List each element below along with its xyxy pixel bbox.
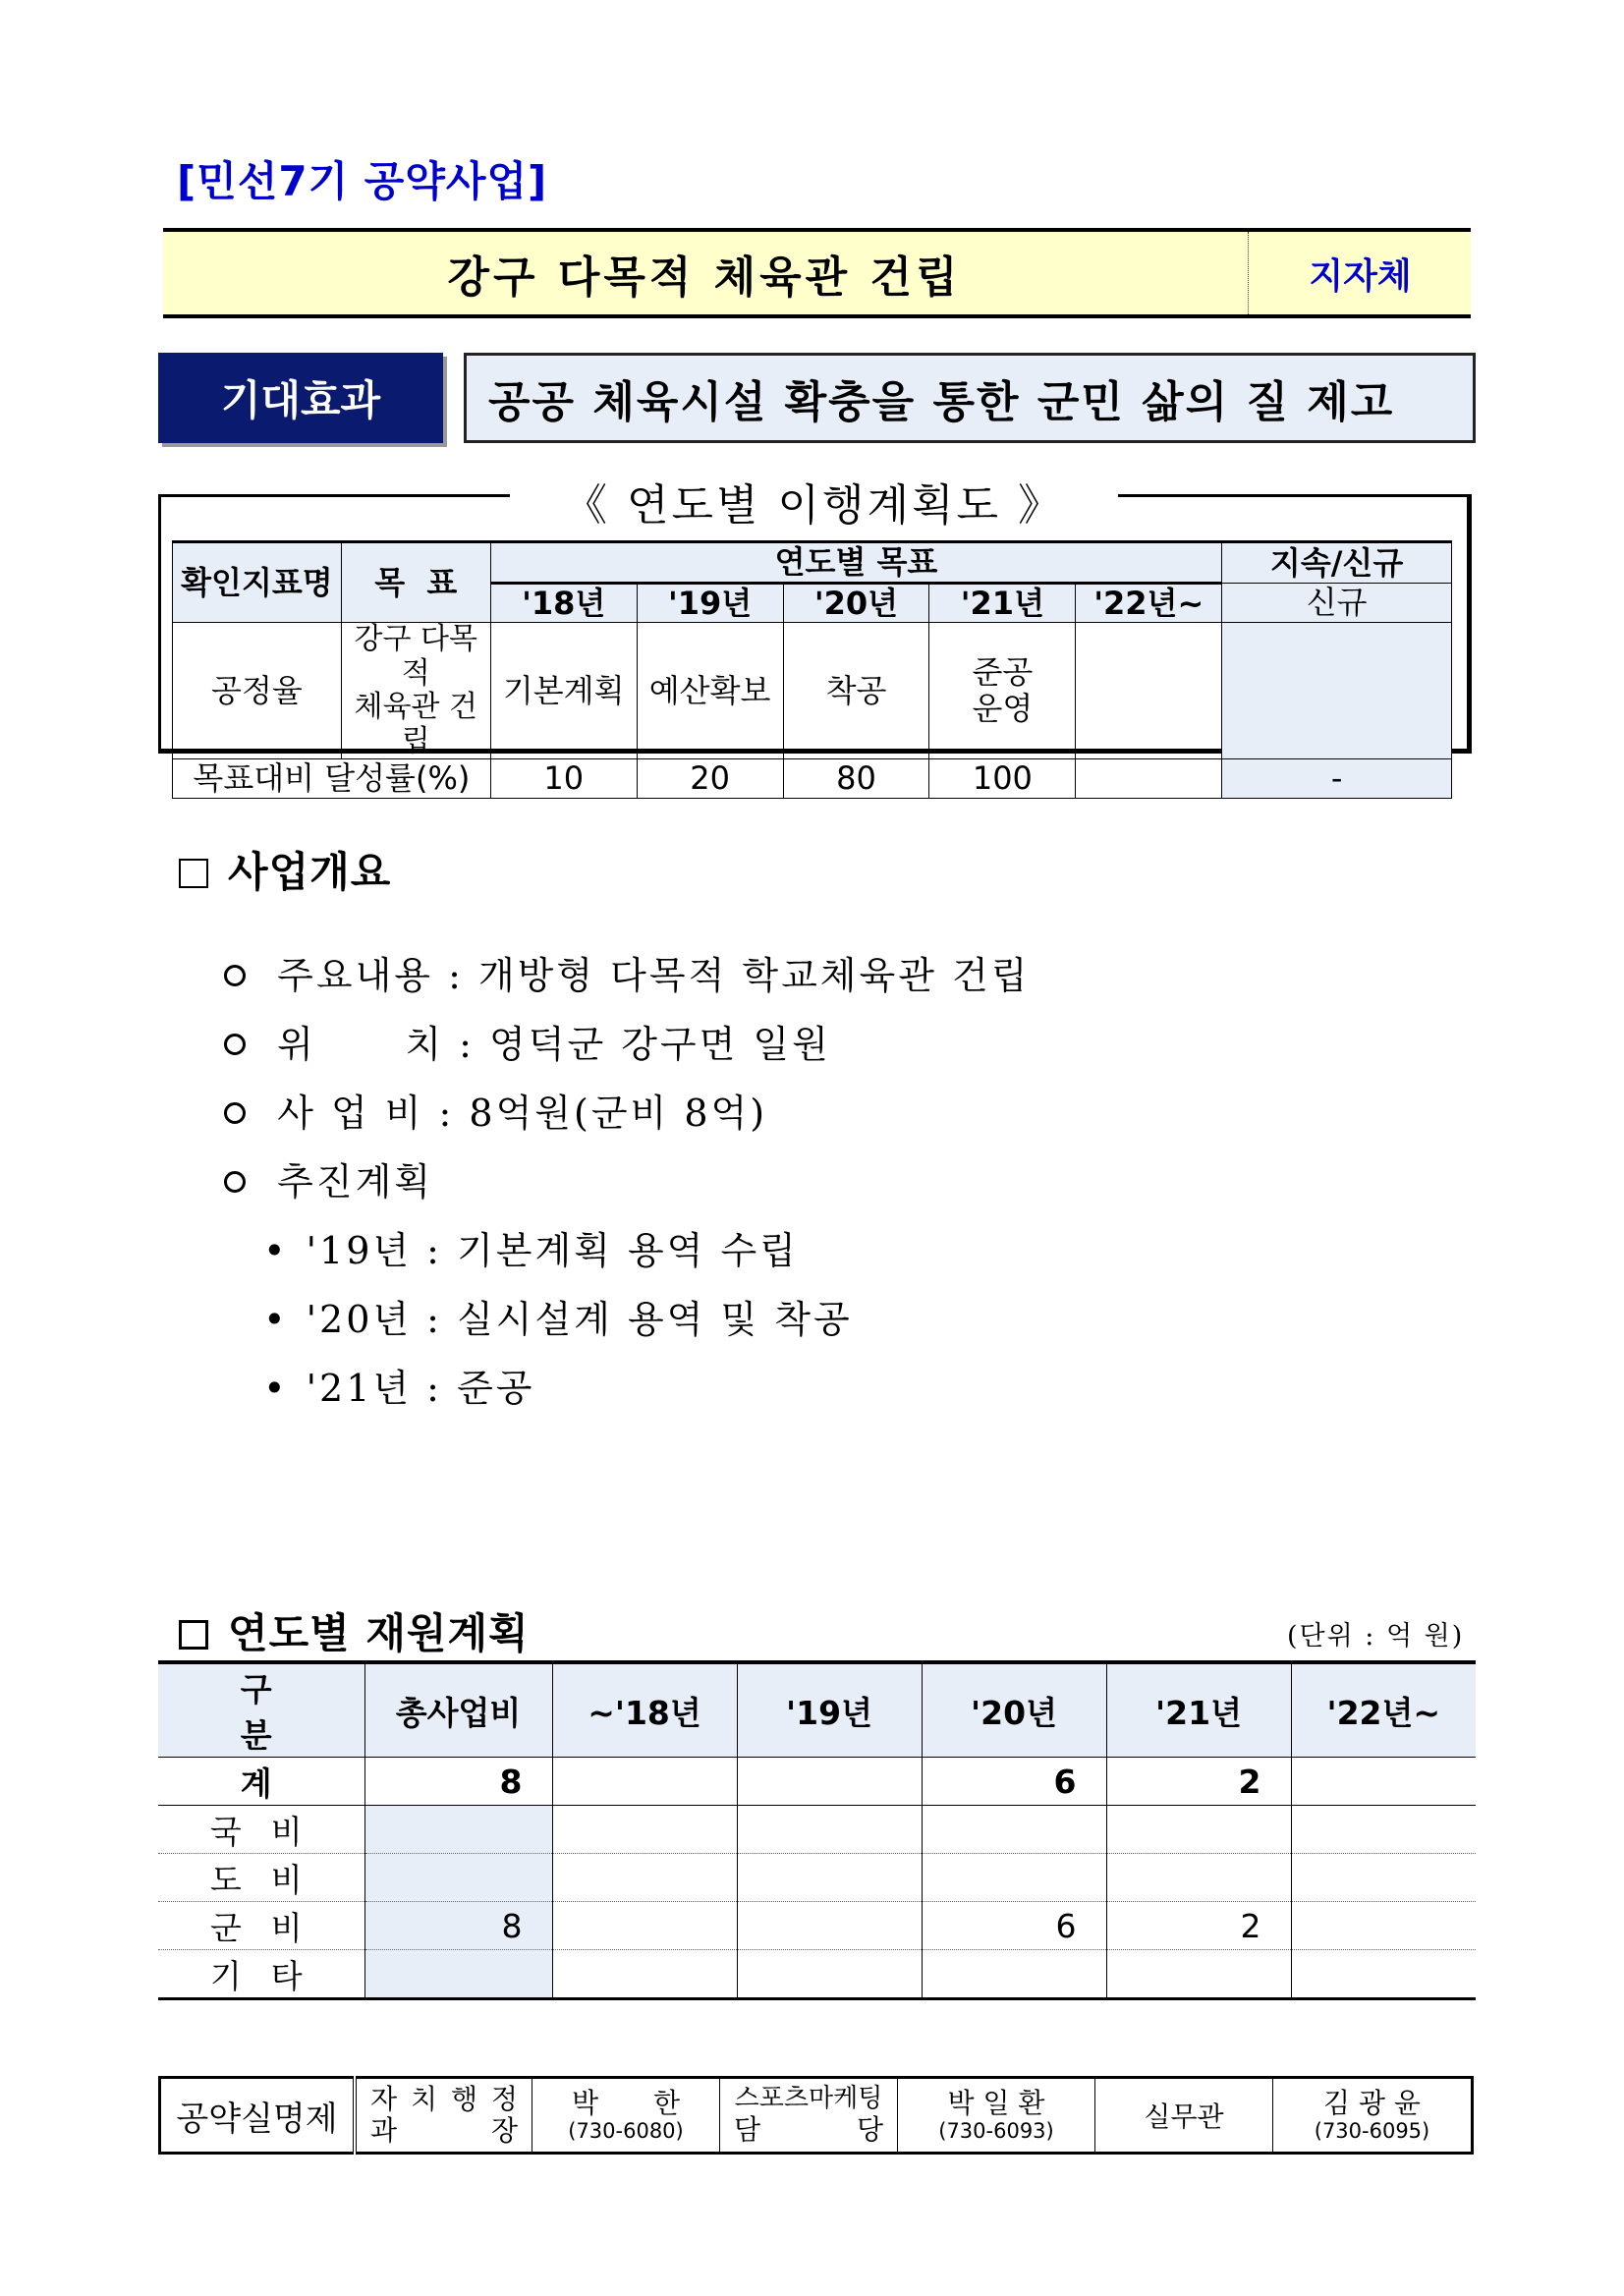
finance-row-label: 국비	[158, 1806, 364, 1854]
finance-cell	[552, 1806, 737, 1854]
plan-item-text: '21년 : 준공	[306, 1367, 535, 1410]
finance-cell: 6	[922, 1902, 1106, 1950]
header-year: '19년	[637, 584, 783, 623]
achievement-cell: 20	[637, 759, 783, 799]
finance-cell	[1291, 1902, 1476, 1950]
department-line	[357, 2084, 532, 2115]
department-char: 자	[370, 2082, 398, 2115]
finance-heading-text: 연도별 재원계획	[228, 1609, 530, 1657]
dot-bullet-icon: •	[263, 1229, 289, 1272]
header-year: '18년	[490, 584, 637, 623]
finance-cell	[552, 1758, 737, 1806]
plan-cell	[1076, 623, 1222, 759]
department-char: 치	[410, 2082, 438, 2115]
person-cell	[1273, 2078, 1473, 2154]
person-name: 박 일 환	[947, 2087, 1045, 2120]
finance-row-label: 군비	[158, 1902, 364, 1950]
person-phone: (730-6080)	[568, 2118, 684, 2143]
finance-row	[158, 1758, 1476, 1806]
plan-cell: 착공	[783, 623, 929, 759]
achievement-cell: 80	[783, 759, 929, 799]
finance-cell	[364, 1950, 552, 1999]
row-target: 강구 다목적 체육관 건립	[341, 623, 490, 759]
department-char: 정	[490, 2082, 518, 2115]
finance-header: '20년	[922, 1662, 1106, 1758]
department-char: 당	[856, 2112, 883, 2146]
plan-item	[234, 1315, 534, 1412]
overview-item-text: 사 업 비 : 8억원(군비 8억)	[277, 1092, 768, 1135]
finance-header: 총사업비	[364, 1662, 552, 1758]
square-bullet-icon	[179, 1620, 208, 1650]
project-title: 강구 다목적 체육관 건립	[447, 252, 962, 303]
overview-item-text: 위 치 : 영덕군 강구면 일원	[277, 1023, 831, 1066]
finance-cell	[364, 1806, 552, 1854]
header-year: '22년~	[1076, 584, 1222, 623]
department-cell	[355, 2078, 532, 2154]
person-phone: (730-6093)	[938, 2118, 1054, 2143]
title-tag: 지자체	[1309, 255, 1412, 297]
department-cell	[720, 2078, 898, 2154]
dot-bullet-icon: •	[263, 1367, 289, 1410]
finance-row	[158, 1806, 1476, 1854]
accountability-label: 공약실명제	[160, 2078, 356, 2154]
plan-cell: 예산확보	[637, 623, 783, 759]
finance-cell	[1106, 1950, 1291, 1999]
achievement-cell: 10	[490, 759, 637, 799]
finance-cell: 2	[1106, 1758, 1291, 1806]
department-line	[357, 2115, 532, 2147]
name-char: 박	[572, 2087, 599, 2120]
department-line	[720, 2114, 897, 2146]
unit-label: (단위 : 억 원)	[1287, 1621, 1465, 1652]
finance-cell: 6	[922, 1758, 1106, 1806]
header-year: '21년	[929, 584, 1076, 623]
finance-header: ~'18년	[552, 1662, 737, 1758]
finance-cell	[1106, 1806, 1291, 1854]
title-divider	[1248, 232, 1249, 314]
finance-cell	[737, 1854, 922, 1902]
department-line: 스포츠마케팅	[734, 2083, 883, 2113]
finance-cell: 8	[364, 1758, 552, 1806]
finance-row	[158, 1854, 1476, 1902]
role-cell: 실무관	[1095, 2078, 1273, 2154]
achievement-cell: 100	[929, 759, 1076, 799]
finance-cell	[364, 1854, 552, 1902]
square-bullet-icon	[179, 859, 208, 888]
plan-cell	[1222, 623, 1452, 759]
overview-heading	[179, 840, 391, 899]
finance-cell	[737, 1806, 922, 1854]
finance-cell	[922, 1854, 1106, 1902]
name-char: 한	[652, 2087, 680, 2120]
achievement-cell	[1076, 759, 1222, 799]
header-indicator: 확인지표명	[173, 542, 342, 623]
accountability-table	[158, 2076, 1474, 2155]
finance-table	[158, 1660, 1476, 2000]
plan-item-text: '20년 : 실시설계 용역 및 착공	[306, 1298, 853, 1341]
row-indicator: 공정율	[173, 623, 342, 759]
finance-header: '21년	[1106, 1662, 1291, 1758]
overview-item-text: 추진계획	[277, 1160, 434, 1204]
effect-label: 기대효과	[158, 353, 443, 443]
finance-header: 구 분	[158, 1662, 364, 1758]
finance-cell	[552, 1854, 737, 1902]
header-target: 목 표	[341, 542, 490, 623]
department-char: 행	[450, 2082, 477, 2115]
overview-heading-text: 사업개요	[228, 848, 392, 896]
achievement-continuity: -	[1222, 759, 1452, 799]
finance-heading	[179, 1601, 530, 1660]
finance-cell	[1291, 1854, 1476, 1902]
person-name	[532, 2088, 719, 2119]
finance-row-label: 기타	[158, 1950, 364, 1999]
finance-cell	[1106, 1854, 1291, 1902]
finance-cell	[922, 1806, 1106, 1854]
plan-table	[172, 540, 1452, 799]
finance-cell: 2	[1106, 1902, 1291, 1950]
finance-cell	[737, 1758, 922, 1806]
finance-cell	[552, 1950, 737, 1999]
person-cell	[532, 2078, 720, 2154]
finance-cell: 8	[364, 1902, 552, 1950]
finance-cell	[737, 1950, 922, 1999]
plan-cell: 기본계획	[490, 623, 637, 759]
finance-row-label: 도비	[158, 1854, 364, 1902]
finance-cell	[737, 1902, 922, 1950]
header-year: '20년	[783, 584, 929, 623]
department-char: 담	[734, 2112, 761, 2146]
header-continuity: 지속/신규	[1222, 542, 1452, 584]
finance-cell	[1291, 1758, 1476, 1806]
overview-item-text: 주요내용 : 개방형 다목적 학교체육관 건립	[277, 954, 1031, 997]
continuity-value: 신규	[1222, 584, 1452, 623]
finance-row	[158, 1950, 1476, 1999]
department-char: 과	[370, 2114, 398, 2147]
plan-item-text: '19년 : 기본계획 용역 수립	[306, 1229, 799, 1272]
finance-row-label: 계	[158, 1758, 364, 1806]
effect-text: 공공 체육시설 확충을 통한 군민 삶의 질 제고	[464, 353, 1476, 443]
person-phone: (730-6095)	[1314, 2118, 1430, 2143]
finance-cell	[1291, 1806, 1476, 1854]
finance-cell	[922, 1950, 1106, 1999]
finance-header: '22년~	[1291, 1662, 1476, 1758]
finance-header: '19년	[737, 1662, 922, 1758]
header-yearly-target: 연도별 목표	[490, 542, 1221, 584]
person-name: 김 광 윤	[1323, 2087, 1421, 2120]
plan-title: 《 연도별 이행계획도 》	[564, 480, 1064, 531]
person-cell	[898, 2078, 1095, 2154]
finance-row	[158, 1902, 1476, 1950]
finance-cell	[1291, 1950, 1476, 1999]
department-char: 장	[490, 2114, 518, 2147]
title-box	[163, 228, 1471, 318]
achievement-label: 목표대비 달성률(%)	[173, 759, 491, 799]
dot-bullet-icon: •	[263, 1298, 289, 1341]
pledge-label: [민선7기 공약사업]	[177, 157, 548, 205]
plan-cell: 준공 운영	[929, 623, 1076, 759]
finance-cell	[552, 1902, 737, 1950]
